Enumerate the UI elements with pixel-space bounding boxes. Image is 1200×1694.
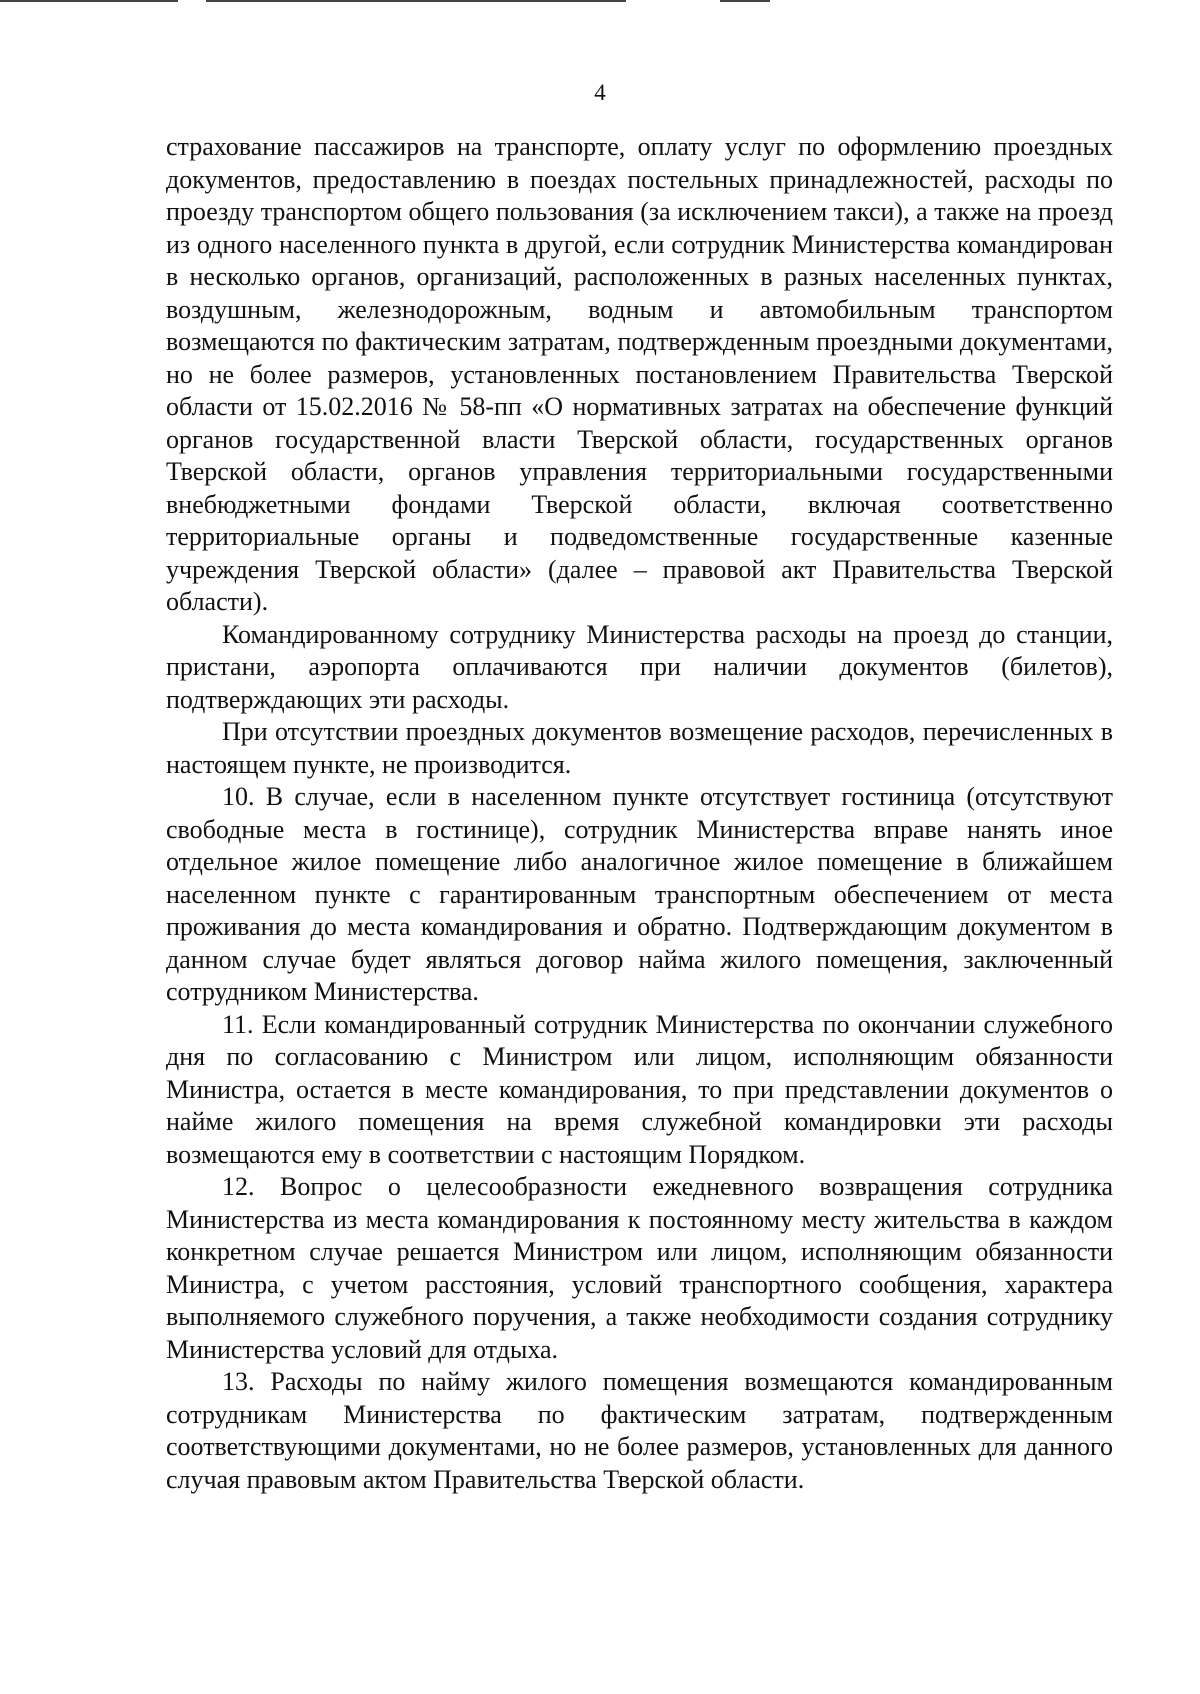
paragraph-station-expenses: Командированному сотруднику Министерства расходы на проезд до станции, пристани, аэропорта оплачиваются при наличии документов (билетов), подтверждающих эти расходы. xyxy=(166,619,1113,714)
paragraph-item-13: 13. Расходы по найму жилого помещения возмещаются командированным сотрудникам Министерства по фактическим затратам, подтвержденным соответствующими документами, но не более размеров, установленных для данного случая правовым актом Правительства Тверской области. xyxy=(166,1367,1113,1494)
page-number: 4 xyxy=(594,80,606,105)
paragraph-item-12: 12. Вопрос о целесообразности ежедневного возвращения сотрудника Министерства из места командирования к постоянному месту жительства в каждом конкретном случае решается Министром или лицом, исполняющим обязанности Министра, с учетом расстояния, условий транспортного сообщения, характера выполняемого служебного поручения, а также необходимости создания сотруднику Министерства условий для отдыха. xyxy=(166,1172,1113,1364)
paragraph-continuation: страхование пассажиров на транспорте, оплату услуг по оформлению проездных документов, предоставлению в поездах постельных принадлежностей, расходы по проезду транспортом общего пользования (за исключением такси), а также на проезд из одного населенного пункта в другой, если сотрудник Министерства командирован в несколько органов, организаций, расположенных в разных населенных пунктах, воздушным, железнодорожным, водным и автомобильным транспортом возмещаются по фактическим затратам, подтвержденным проездными документами, но не более размеров, установленных постановлением Правительства Тверской области от 15.02.2016 № 58-пп «О нормативных затратах на обеспечение функций органов государственной власти Тверской области, государственных органов Тверской области, органов управления территориальными государственными внебюджетными фондами Тверской области, включая соответственно территориальные органы и подведомственные государственные казенные учреждения Тверской области» (далее – правовой акт Правительства Тверской области). xyxy=(166,132,1113,616)
scan-edge-line xyxy=(206,0,626,2)
paragraph-item-11: 11. Если командированный сотрудник Министерства по окончании служебного дня по согласованию с Министром или лицом, исполняющим обязанности Министра, остается в месте командирования, то при представлении документов о найме жилого помещения на время служебной командировки эти расходы возмещаются ему в соответствии с настоящим Порядком. xyxy=(166,1009,1113,1169)
paragraph-item-10: 10. В случае, если в населенном пункте отсутствует гостиница (отсутствуют свободные места в гостинице), сотрудник Министерства вправе нанять иное отдельное жилое помещение либо аналогичное жилое помещение в ближайшем населенном пункте с гарантированным транспортным обеспечением от места проживания до места командирования и обратно. Подтверждающим документом в данном случае будет являться договор найма жилого помещения, заключенный сотрудником Министерства. xyxy=(166,782,1113,1006)
paragraph-no-documents: При отсутствии проездных документов возмещение расходов, перечисленных в настоящем пункте, не производится. xyxy=(166,717,1113,779)
document-body xyxy=(166,131,1113,1496)
scan-edge-line xyxy=(720,0,770,2)
scan-edge-line xyxy=(0,0,178,2)
